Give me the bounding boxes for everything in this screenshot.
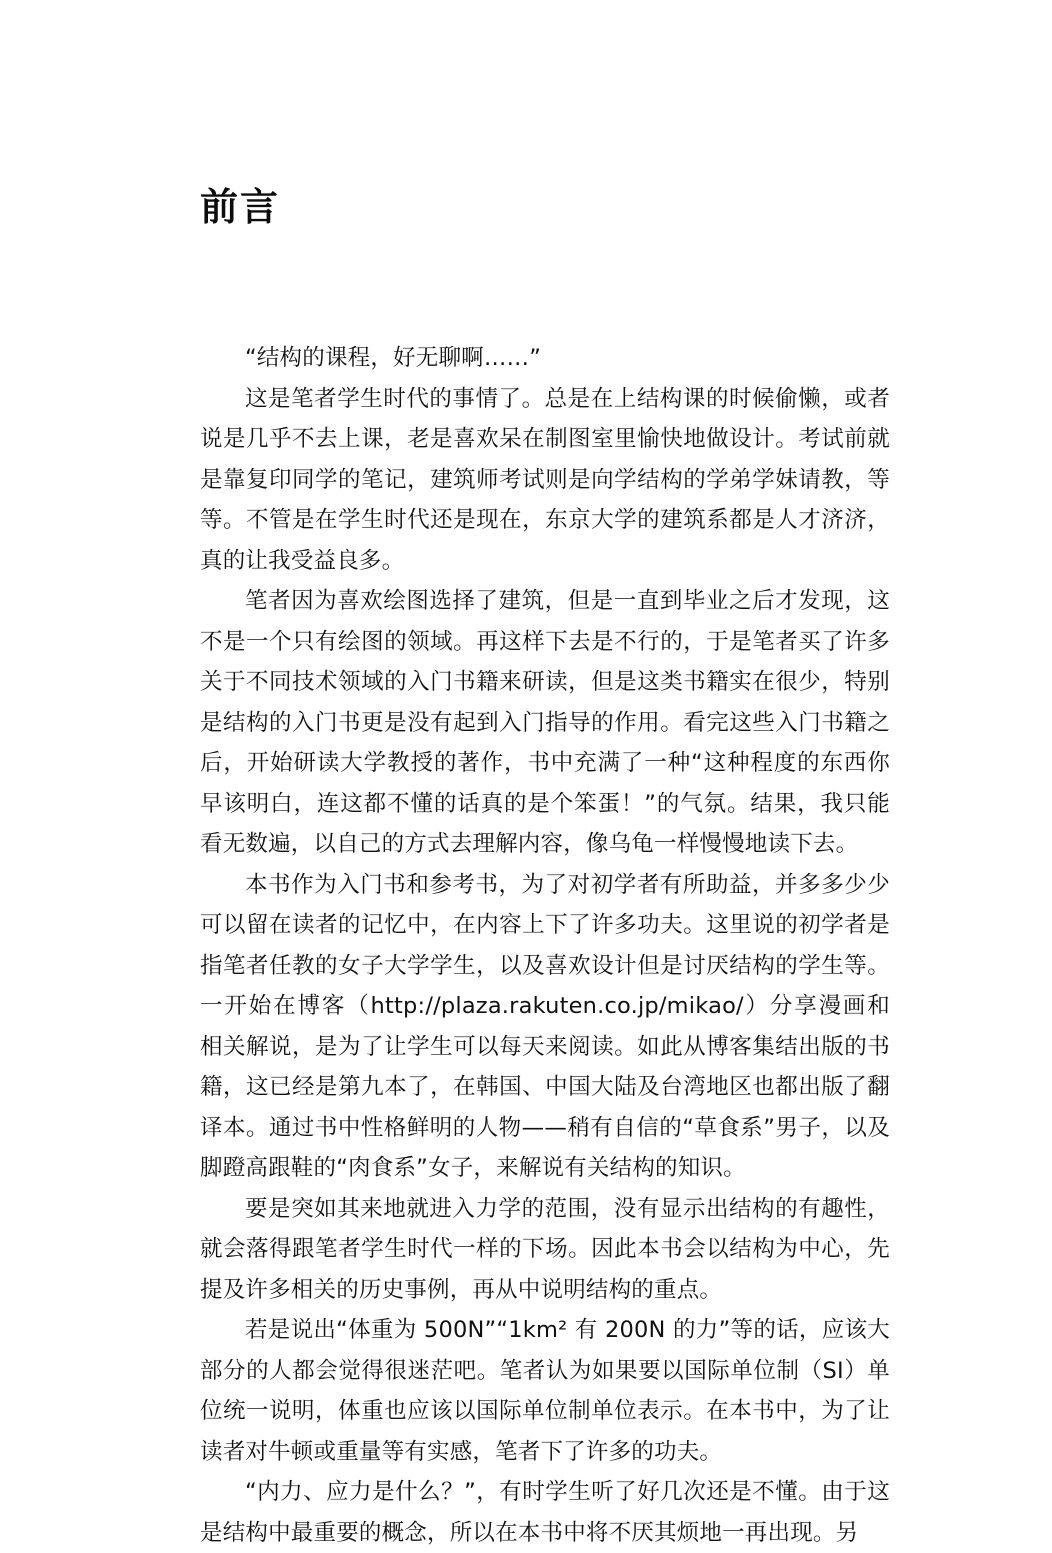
paragraph-4: 本书作为入门书和参考书，为了对初学者有所助益，并多多少少可以留在读者的记忆中，在内容上下了许多功夫。这里说的初学者是指笔者任教的女子大学学生，以及喜欢设计但是讨厌结构的学生等。一开始在博客（http://plaza.rakuten.co.jp/mikao/）分享漫画和相关解说，是为了让学生可以每天来阅读。如此从博客集结出版的书籍，这已经是第九本了，在韩国、中国大陆及台湾地区也都出版了翻译本。通过书中性格鲜明的人物——稍有自信的“草食系”男子，以及脚蹬高跟鞋的“肉食系”女子，来解说有关结构的知识。 [200,871,890,1181]
paragraph-7: “内力、应力是什么？”，有时学生听了好几次还是不懂。由于这是结构中最重要的概念，所以在本书中将不厌其烦地一再出现。另 [200,1479,890,1546]
page-title: 前言 [200,185,281,230]
paragraph-1: “结构的课程，好无聊啊……” [245,345,542,371]
body-text [200,338,890,1553]
paragraph-2: 这是笔者学生时代的事情了。总是在上结构课的时候偷懒，或者说是几乎不去上课，老是喜欢呆在制图室里愉快地做设计。考试前就是靠复印同学的笔记，建筑师考试则是向学结构的学弟学妹请教，等等。不管是在学生时代还是现在，东京大学的建筑系都是人才济济，真的让我受益良多。 [200,385,890,574]
paragraph-3: 笔者因为喜欢绘图选择了建筑，但是一直到毕业之后才发现，这不是一个只有绘图的领域。再这样下去是不行的，于是笔者买了许多关于不同技术领域的入门书籍来研读，但是这类书籍实在很少，特别是结构的入门书更是没有起到入门指导的作用。看完这些入门书籍之后，开始研读大学教授的著作，书中充满了一种“这种程度的东西你早该明白，连这都不懂的话真的是个笨蛋！”的气氛。结果，我只能看无数遍，以自己的方式去理解内容，像乌龟一样慢慢地读下去。 [200,588,890,857]
paragraph-6: 若是说出“体重为 500N”“1km² 有 200N 的力”等的话，应该大部分的人都会觉得很迷茫吧。笔者认为如果要以国际单位制（SI）单位统一说明，体重也应该以国际单位制单位表示。在本书中，为了让读者对牛顿或重量等有实感，笔者下了许多的功夫。 [200,1317,890,1465]
paragraph-5: 要是突如其来地就进入力学的范围，没有显示出结构的有趣性，就会落得跟笔者学生时代一样的下场。因此本书会以结构为中心，先提及许多相关的历史事例，再从中说明结构的重点。 [200,1195,890,1303]
